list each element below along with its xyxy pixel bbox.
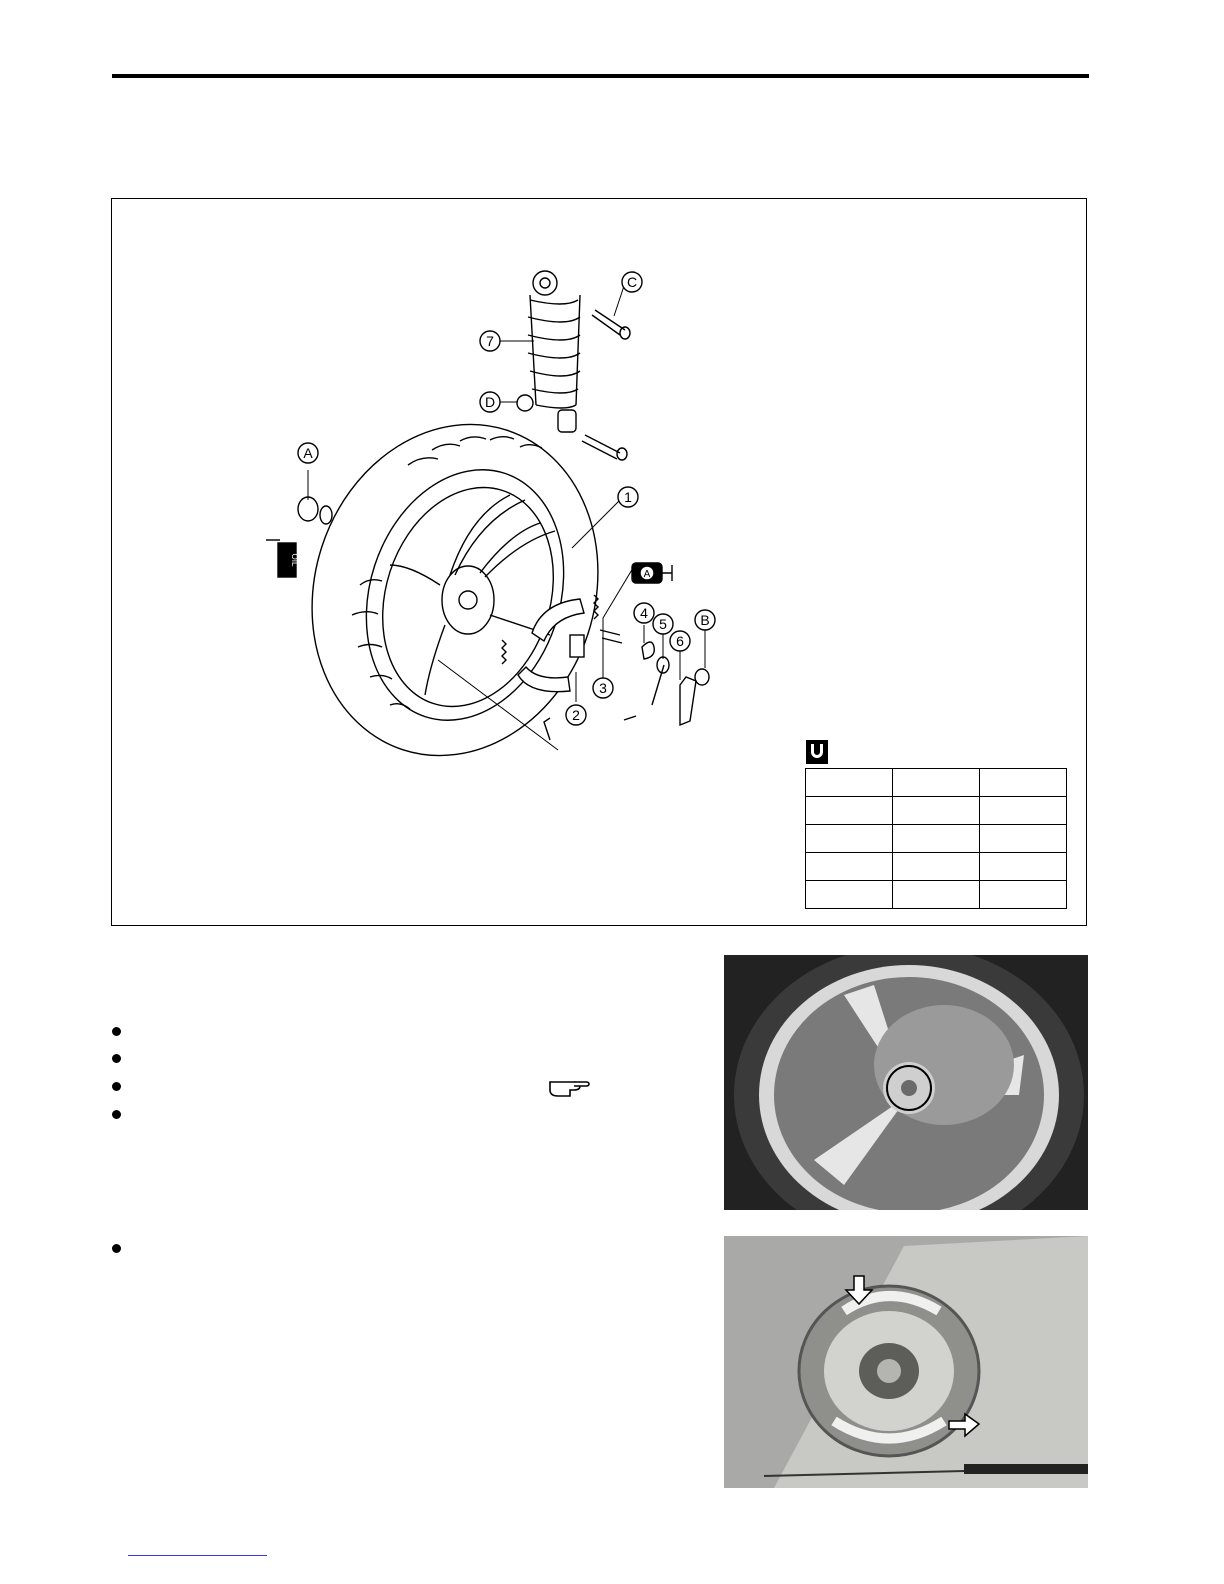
table-row xyxy=(806,769,1067,797)
bullet-5 xyxy=(112,1244,121,1253)
callout-c: C xyxy=(626,274,638,290)
bullet-1 xyxy=(112,1027,121,1036)
bullet-4 xyxy=(112,1110,121,1119)
exploded-view-diagram xyxy=(240,255,760,775)
callout-7: 7 xyxy=(486,333,494,349)
callout-a: A xyxy=(303,445,313,461)
oil-label: OIL xyxy=(290,553,299,567)
bullet-3 xyxy=(112,1082,121,1091)
footer-link-underline xyxy=(128,1555,267,1556)
wrench-icon xyxy=(806,740,828,764)
callout-2: 2 xyxy=(572,707,580,723)
torque-table xyxy=(805,768,1067,909)
table-row xyxy=(806,825,1067,853)
brake-drum-illustration xyxy=(724,1236,1088,1488)
grease-symbol xyxy=(632,563,672,583)
pointing-hand-icon xyxy=(548,1074,590,1098)
grease-label: A xyxy=(643,569,651,580)
shock-absorber xyxy=(528,271,580,432)
table-row xyxy=(806,797,1067,825)
rear-wheel-photo xyxy=(724,955,1088,1210)
table-row xyxy=(806,881,1067,909)
callout-b: B xyxy=(700,612,710,628)
callout-5: 5 xyxy=(659,616,667,632)
callout-4: 4 xyxy=(640,605,648,621)
callout-1: 1 xyxy=(624,489,632,505)
table-row xyxy=(806,853,1067,881)
callout-6: 6 xyxy=(676,633,684,649)
callout-3: 3 xyxy=(599,680,607,696)
header-rule xyxy=(112,74,1089,78)
rear-wheel-illustration xyxy=(724,955,1088,1210)
brake-shoe-photo xyxy=(724,1236,1088,1488)
callout-d: D xyxy=(484,394,496,410)
bullet-2 xyxy=(112,1054,121,1063)
